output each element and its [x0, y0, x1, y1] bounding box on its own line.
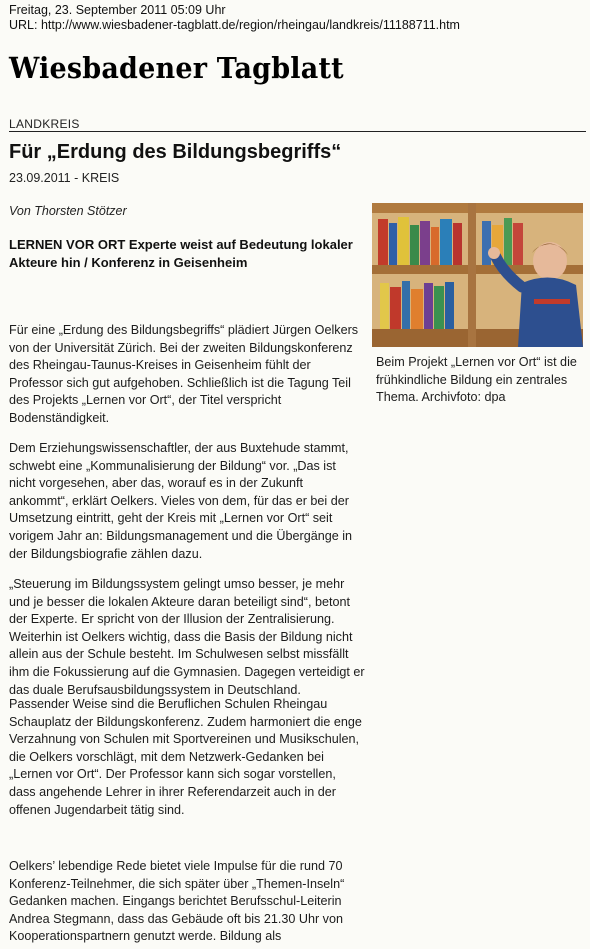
article-author: Von Thorsten Stötzer: [9, 204, 127, 218]
source-url: URL: http://www.wiesbadener-tagblatt.de/region/rheingau/landkreis/11188711.htm: [9, 18, 460, 32]
article-lead: LERNEN VOR ORT Experte weist auf Bedeutung lokaler Akteure hin / Konferenz in Geisenheim: [9, 237, 353, 270]
article-paragraph: Für eine „Erdung des Bildungsbegriffs“ plädiert Jürgen Oelkers von der Universität Zürich. Bei der zweiten Bildungskonferenz des Rheingau-Taunus-Kreises in Geisenheim fühlt der Professor sich gut aufgehoben. Schließlich ist die Tagung Teil des Projekts „Lernen vor Ort“, der Titel verspricht Bodenständigkeit.: [9, 323, 359, 425]
newspaper-masthead-logo: Wiesbadener Tagblatt: [9, 52, 344, 86]
article-photo: [372, 203, 583, 347]
section-label: LANDKREIS: [9, 117, 80, 131]
article-headline: Für „Erdung des Bildungsbegriffs“: [9, 141, 342, 163]
article-paragraph: Oelkers’ lebendige Rede bietet viele Impulse für die rund 70 Konferenz-Teilnehmer, die sich später über „Themen-Inseln“ Gedanken machen. Eingangs berichtet Berufsschul-Leiterin Andrea Stegmann, dass das Gebäude oft bis 21.30 Uhr von Kooperationspartnern genutzt werde. Bildung als: [9, 859, 345, 944]
article-dateline: 23.09.2011 - KREIS: [9, 171, 120, 185]
article-paragraph: Dem Erziehungswissenschaftler, der aus Buxtehude stammt, schwebt eine „Kommunalisierung der Bildung“ vor. „Das ist nicht vorgesehen, aber das, worauf es in der Zukunft ankommt“, erklärt Oelkers. Vieles von dem, für das er bei der Umsetzung eintritt, geht der Kreis mit „Lernen vor Ort“ seit vorigem Jahr an: Bildungsmanagement und die Übergänge in der Bildungsbiografie zählen dazu.: [9, 441, 353, 561]
article-paragraph: „Steuerung im Bildungssystem gelingt umso besser, je mehr und je besser die lokalen Akteure daran beteiligt sind“, betont der Experte. Er spricht von der Illusion der Zentralisierung. Weiterhin ist Oelkers wichtig, dass die Basis der Bildung nicht allein aus der Schule besteht. Im Schulwesen selbst missfällt ihm die Fokussierung auf die Gymnasien. Dagegen verteidigt er das duale Berufsausbildungssystem in Deutschland.: [9, 577, 365, 697]
section-divider: [9, 131, 586, 132]
article-paragraph: Passender Weise sind die Beruflichen Schulen Rheingau Schauplatz der Bildungskonferenz. Zudem harmoniert die enge Verzahnung von Schulen mit Sportvereinen und Musikschulen, die Oelkers vorschlägt, mit dem Netzwerk-Gedanken bei „Lernen vor Ort“. Der Professor kann sich sogar vorstellen, dass angehende Lehrer in ihrer Referendarzeit auch in der offenen Jugendarbeit tätig sind.: [9, 697, 362, 817]
photo-caption: Beim Projekt „Lernen vor Ort“ ist die frühkindliche Bildung ein zentrales Thema. Archivfoto: dpa: [376, 355, 577, 405]
print-datetime: Freitag, 23. September 2011 05:09 Uhr: [9, 3, 226, 17]
bookshelf-child-photo: [372, 203, 583, 347]
